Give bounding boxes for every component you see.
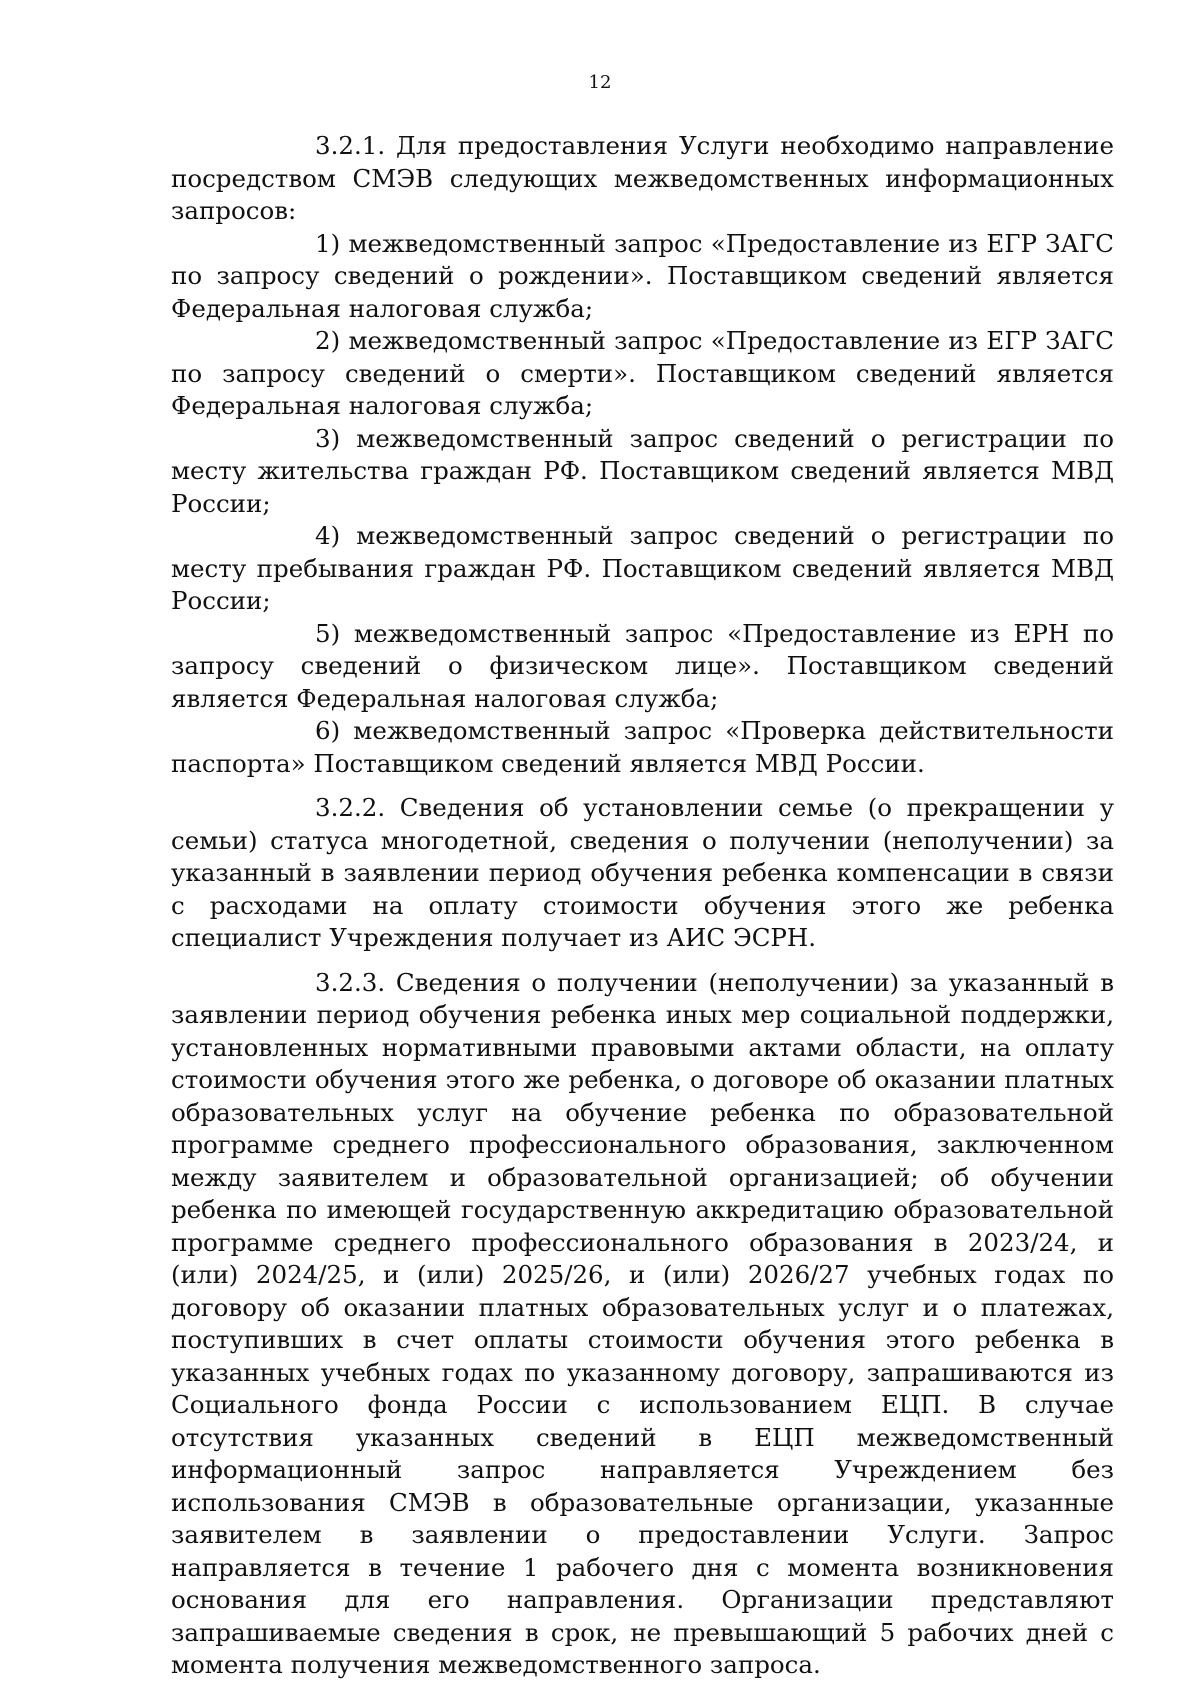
paragraph-number: 3.2.1. (315, 131, 386, 160)
list-item-number: 2) (315, 326, 341, 355)
document-body (171, 130, 1114, 1682)
paragraph-number: 3.2.2. (315, 793, 386, 822)
list-item-3 (171, 423, 1114, 521)
list-item-number: 4) (315, 521, 341, 550)
paragraph-3-2-2 (171, 792, 1114, 955)
paragraph-text: Сведения о получении (неполучении) за указанный в заявлении период обучения ребенка иных мер социальной поддержки, установленных нормативными правовыми актами области, на оплату стоимости обучения этого же ребенка, о договоре об оказании платных образовательных услуг на обучение ребенка по образовательной программе среднего профессионального образования, заключенном между заявителем и образовательной организацией; об обучении ребенка по имеющей государственную аккредитацию образовательной программе среднего профессионального образования в 2023/24, и (или) 2024/25, и (или) 2025/26, и (или) 2026/27 учебных годах по договору об оказании платных образовательных услуг и о платежах, поступивших в счет оплаты стоимости обучения этого ребенка в указанных учебных годах по указанному договору, запрашиваются из Социального фонда России с использованием ЕЦП. В случае отсутствия указанных сведений в ЕЦП межведомственный информационный запрос направляется Учреждением без использования СМЭВ в образовательные организации, указанные заявителем в заявлении о предоставлении Услуги. Запрос направляется в течение 1 рабочего дня с момента возникновения основания для его направления. Организации представляют запрашиваемые сведения в срок, не превышающий 5 рабочих дней с момента получения межведомственного запроса. (171, 967, 1115, 1679)
list-item-6 (171, 715, 1114, 780)
list-item-number: 5) (315, 618, 341, 648)
page-number: 12 (588, 72, 612, 93)
paragraph-text: Сведения об установлении семье (о прекращении у семьи) статуса многодетной, сведения о получении (неполучении) за указанный в заявлении период обучения ребенка компенсации в связи с расходами на оплату стоимости обучения этого же ребенка специалист Учреждения получает из АИС ЭСРН. (171, 793, 1115, 952)
list-item-number: 3) (315, 423, 341, 453)
list-item-text: межведомственный запрос «Предоставление из ЕГР ЗАГС по запросу сведений о смерти». Поставщиком сведений является Федеральная налоговая служба; (171, 326, 1114, 420)
list-item-text: межведомственный запрос сведений о регистрации по месту жительства граждан РФ. Поставщиком сведений является МВД России; (171, 423, 1114, 518)
list-item-text: межведомственный запрос «Предоставление из ЕГР ЗАГС по запросу сведений о рождении». Поставщиком сведений является Федеральная налоговая служба; (171, 228, 1114, 323)
list-item-text: межведомственный запрос сведений о регистрации по месту пребывания граждан РФ. Поставщиком сведений является МВД России; (171, 521, 1114, 615)
paragraph-text: Для предоставления Услуги необходимо направление посредством СМЭВ следующих межведомственных информационных запросов: (171, 131, 1114, 225)
list-item-text: межведомственный запрос «Предоставление из ЕРН по запросу сведений о физическом лице». Поставщиком сведений является Федеральная налоговая служба; (171, 618, 1114, 713)
paragraph-number: 3.2.3. (315, 967, 386, 997)
list-item-1 (171, 228, 1114, 326)
paragraph-3-2-3 (171, 967, 1114, 1682)
list-item-4 (171, 520, 1114, 618)
list-item-text: межведомственный запрос «Проверка действительности паспорта» Поставщиком сведений является МВД России. (171, 716, 1114, 778)
list-item-5 (171, 618, 1114, 716)
paragraph-3-2-1 (171, 130, 1114, 228)
list-item-2 (171, 325, 1114, 423)
list-item-number: 1) (315, 228, 341, 258)
list-item-number: 6) (315, 716, 341, 745)
